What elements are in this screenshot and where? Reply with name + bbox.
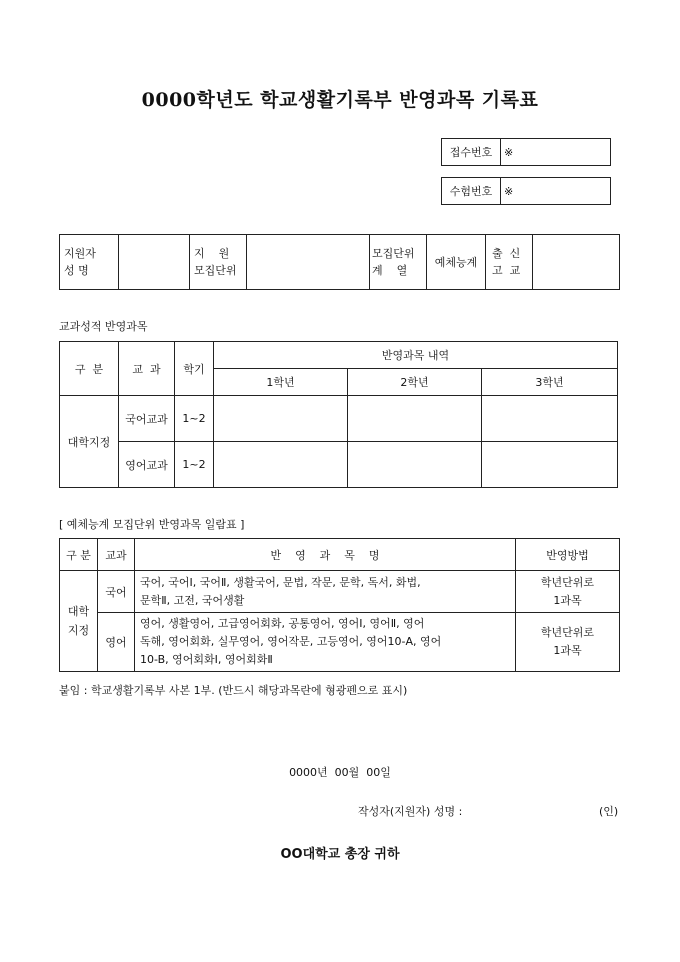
course-line: 문학Ⅱ, 고전, 국어생활 (140, 593, 245, 607)
korean-courses (135, 571, 516, 613)
reception-number-label: 접수번호 (442, 139, 501, 166)
series-label-line1: 모집단위 (372, 247, 415, 260)
table-row-subject: 국어교과 (119, 396, 175, 442)
course-line: 국어, 국어Ⅰ, 국어Ⅱ, 생활국어, 문법, 작문, 문학, 독서, 화법, (140, 575, 421, 589)
arts-courses-header: 반 영 과 목 명 (135, 539, 516, 571)
grades-section-title: 교과성적 반영과목 (59, 320, 148, 333)
unit-label-line1: 지 원 (194, 247, 230, 260)
year1-header: 1학년 (214, 369, 348, 396)
applying-unit-field[interactable] (247, 235, 370, 290)
table-row-subject: 영어 (98, 613, 135, 672)
arts-group-line1: 대학 (67, 605, 90, 618)
method-line: 학년단위로 (540, 575, 595, 589)
year3-header: 3학년 (482, 369, 618, 396)
school-label-line1: 출 신 (492, 247, 521, 260)
series-label (370, 235, 427, 290)
applicant-info-table (59, 234, 620, 290)
name-label-line1: 지원자 (64, 247, 96, 260)
method-line: 1과목 (553, 644, 582, 657)
grades-table (59, 341, 618, 488)
reception-number-box (441, 138, 611, 166)
writer-name-field[interactable] (519, 798, 609, 818)
series-label-line2: 계 열 (372, 264, 408, 277)
school-label-line2: 고 교 (492, 264, 521, 277)
arts-method-header: 반영방법 (516, 539, 620, 571)
course-line: 10-B, 영어회화Ⅰ, 영어회화Ⅱ (140, 653, 273, 666)
grades-group: 대학지정 (60, 396, 119, 488)
table-row-subject: 국어 (98, 571, 135, 613)
arts-sports-label: 예체능계 (427, 235, 486, 290)
arts-subject-header: 교과 (98, 539, 135, 571)
korean-method (516, 571, 620, 613)
exam-number-label: 수험번호 (442, 178, 501, 205)
method-line: 학년단위로 (540, 626, 595, 639)
writer-label: 작성자(지원자) 성명 : (358, 805, 463, 818)
english-year3-cell[interactable] (482, 442, 618, 488)
korean-year1-cell[interactable] (214, 396, 348, 442)
high-school-label (486, 235, 533, 290)
applicant-name-label (60, 235, 119, 290)
english-method (516, 613, 620, 672)
table-row-term: 1~2 (175, 442, 214, 488)
arts-category-header: 구 분 (60, 539, 98, 571)
korean-year3-cell[interactable] (482, 396, 618, 442)
table-row-subject: 영어교과 (119, 442, 175, 488)
recipient: OO대학교 총장 귀하 (280, 847, 400, 862)
term-header: 학기 (175, 342, 214, 396)
exam-number-field[interactable]: ※ (501, 178, 611, 205)
applying-unit-label (190, 235, 247, 290)
high-school-field[interactable] (533, 235, 620, 290)
english-year2-cell[interactable] (348, 442, 482, 488)
arts-group-line2: 지정 (67, 624, 90, 637)
exam-number-box (441, 177, 611, 205)
table-row-term: 1~2 (175, 396, 214, 442)
seal-mark: (인) (599, 805, 619, 818)
page-title: 0000학년도 학교생활기록부 반영과목 기록표 (141, 89, 539, 111)
details-header: 반영과목 내역 (214, 342, 618, 369)
year2-header: 2학년 (348, 369, 482, 396)
arts-section-title: [ 예체능계 모집단위 반영과목 일람표 ] (59, 518, 245, 531)
reception-number-field[interactable]: ※ (501, 139, 611, 166)
arts-courses-table (59, 538, 620, 672)
attachment-note: 붙임 : 학교생활기록부 사본 1부. (반드시 해당과목란에 형광펜으로 표시) (59, 684, 408, 697)
english-year1-cell[interactable] (214, 442, 348, 488)
course-line: 영어, 생활영어, 고급영어회화, 공통영어, 영어Ⅰ, 영어Ⅱ, 영어 (140, 617, 425, 630)
name-label-line2: 성 명 (64, 264, 89, 277)
method-line: 1과목 (553, 593, 582, 607)
applicant-name-field[interactable] (119, 235, 190, 290)
category-header: 구 분 (60, 342, 119, 396)
subject-header: 교 과 (119, 342, 175, 396)
course-line: 독해, 영어회화, 실무영어, 영어작문, 고등영어, 영어10-A, 영어 (140, 635, 442, 648)
arts-group (60, 571, 98, 672)
date-line: 0000년 00월 00일 (289, 766, 391, 779)
english-courses (135, 613, 516, 672)
korean-year2-cell[interactable] (348, 396, 482, 442)
unit-label-line2: 모집단위 (194, 264, 237, 277)
